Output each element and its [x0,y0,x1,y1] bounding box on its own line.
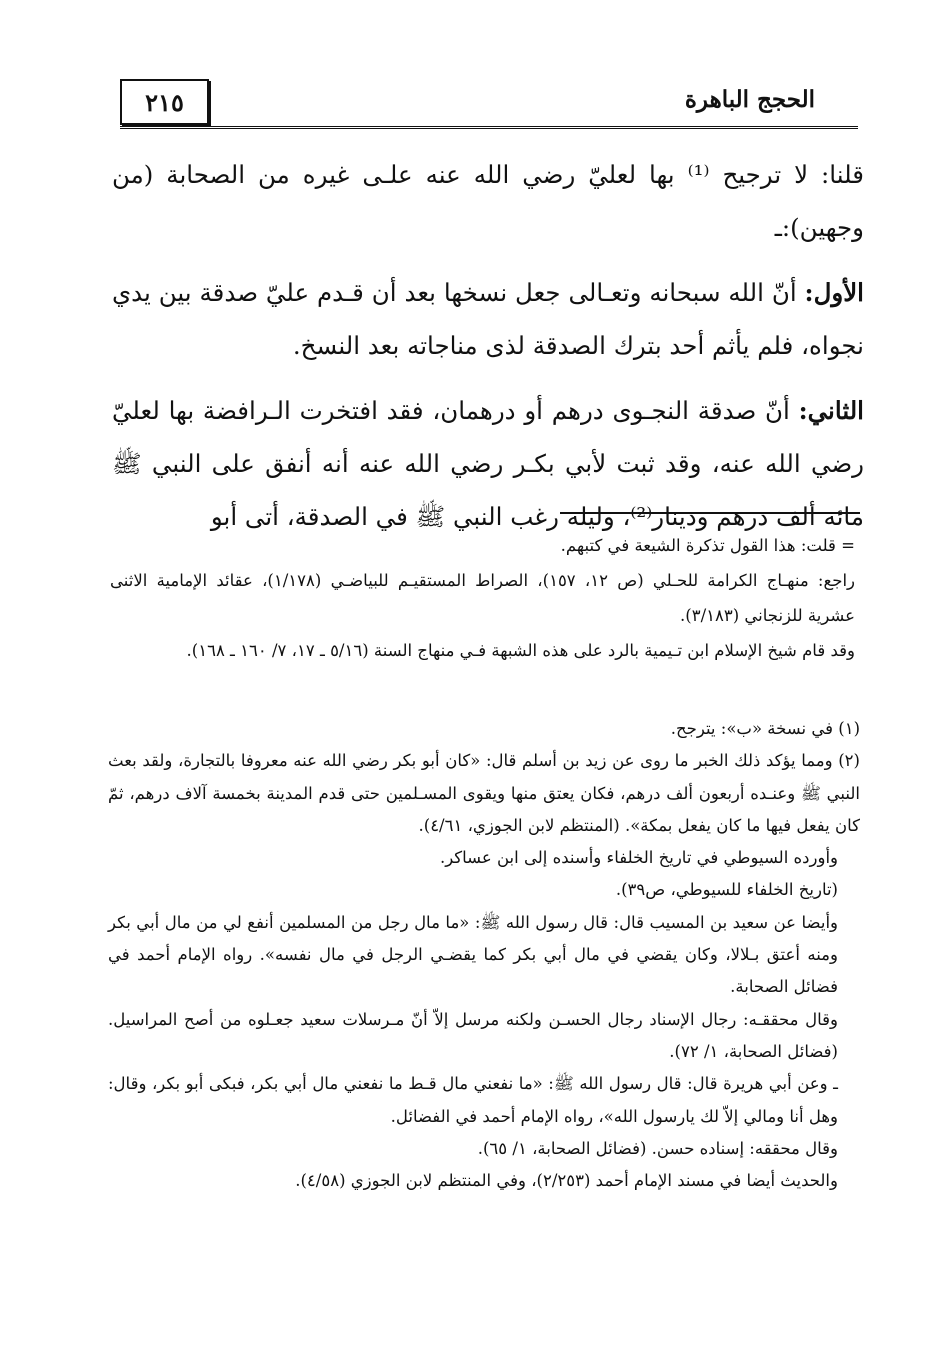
footnote-2-para-e: وقال محققـه: رجال الإسناد رجال الحسـن ولكنه مرسل إلاّ أنّ مـرسلات سعيد جعـلوه من أصح المراسيل. (فضائل الصحابة، ١/ ٧٢). [108,1009,838,1061]
footnote-2-para-c: (تاريخ الخلفاء للسيوطي، ص٣٩). [615,880,838,900]
footnote-2-text-a: ومما يؤكد ذلك الخبر ما روى عن زيد بن أسلم قال: «كان أبو بكر رضي الله عنه معروفا بالتجارة، ولقد بعث النبي ﷺ وعنـده أربعون ألف درهم، فكان يعتق منها ويقوى المسـلمين حتى قدم المدينة بخمسة آلاف درهم، ثمّ كان يفعل فيها ما كان يفعل بمكة». (المنتظم لابن الجوزي، ٤/٦١). [108,751,860,835]
continued-footnote-line-2: راجع: منهـاج الكرامة للحـلي (ص ١٢، ١٥٧)، الصراط المستقيـم للبياضـي (١/١٧٨)، عقائد الإمامية الاثنى عشرية للزنجاني (٣/١٨٣). [110,571,856,625]
main-paragraph-2 [112,266,864,372]
footnotes [108,713,860,1197]
footnote-1 [108,713,860,745]
paragraph-2-text: أنّ الله سبحانه وتعـالى جعل نسخها بعد أن قـدم عليّ صدقة بين يدي نجواه، فلم يأثم أحد بترك الصدقة لذى مناجاته بعد النسخ. [112,278,864,360]
page-number-box [120,79,209,125]
footnote-1-number: (١) [838,719,860,738]
page-number: ٢١٥ [145,87,184,117]
footnote-separator [560,512,860,514]
main-paragraph-3 [112,384,864,543]
paragraph-lead-first: الأول: [804,278,864,307]
running-title: الحجج الباهرة [684,86,815,113]
footnote-2 [108,745,860,842]
footnote-1-text: في نسخة «ب»: يترجح. [670,719,833,738]
paragraph-lead-second: الثاني: [798,396,864,425]
footnote-2-para-b: وأورده السيوطي في تاريخ الخلفاء وأسنده إلى ابن عساكر. [439,848,838,868]
continued-footnote [110,528,855,668]
continued-footnote-line-3: وقد قام شيخ الإسلام ابن تـيمية بالرد على هذه الشبهة فـي منهاج السنة (٥/١٦ ـ ١٧، ٧/ ١٦٠ ـ ١٦٨). [186,641,855,660]
footnote-2-para-d: وأيضا عن سعيد بن المسيب قال: قال رسول الله ﷺ: «ما مال رجل من المسلمين أنفع لي من مال أبي بكر ومنه أعتق بـلالا، وكان يقضي في مال أبي بكر كما يقضـي الرجل في مال نفسه». رواه الإمام أحمد في فضائل الصحابة. [108,912,838,997]
header-rule [120,126,858,129]
footnote-2-number: (٢) [838,751,860,771]
main-text [112,148,864,555]
footnote-2-para-f: ـ وعن أبي هريرة قال: قال رسول الله ﷺ: «ما نفعني مال قـط ما نفعني مال أبي بكر، فبكى أبو بكر، وقال: وهل أنا ومالي إلاّ لك يارسول الله»، رواه الإمام أحمد في الفضائل. [108,1074,838,1126]
main-paragraph-1: قلنا: لا ترجيح ⁽¹⁾ بها لعليّ رضي الله عنه علـى غيره من الصحابة (من وجهين):ـ [112,160,864,242]
footnote-2-para-h: والحديث أيضا في مسند الإمام أحمد (٢/٢٥٣)، وفي المنتظم لابن الجوزي (٤/٥٨). [295,1171,838,1191]
paragraph-3-text: أنّ صدقة النجـوى درهم أو درهمان، فقد افتخرت الـرافضة بها لعليّ رضي الله عنه، وقد ثبت لأبي بكـر رضي الله عنه أنه أنفق على النبي ﷺ مائة ألف درهم ودينار⁽²⁾، وليلة رغب النبي ﷺ في الصدقة، أتى أبو [112,396,864,531]
footnote-2-para-g: وقال محققه: إسناده حسن. (فضائل الصحابة، ١/ ٦٥). [477,1138,838,1158]
continued-footnote-line-1: = قلت: هذا القول تذكرة الشيعة في كتبهم. [560,536,855,555]
